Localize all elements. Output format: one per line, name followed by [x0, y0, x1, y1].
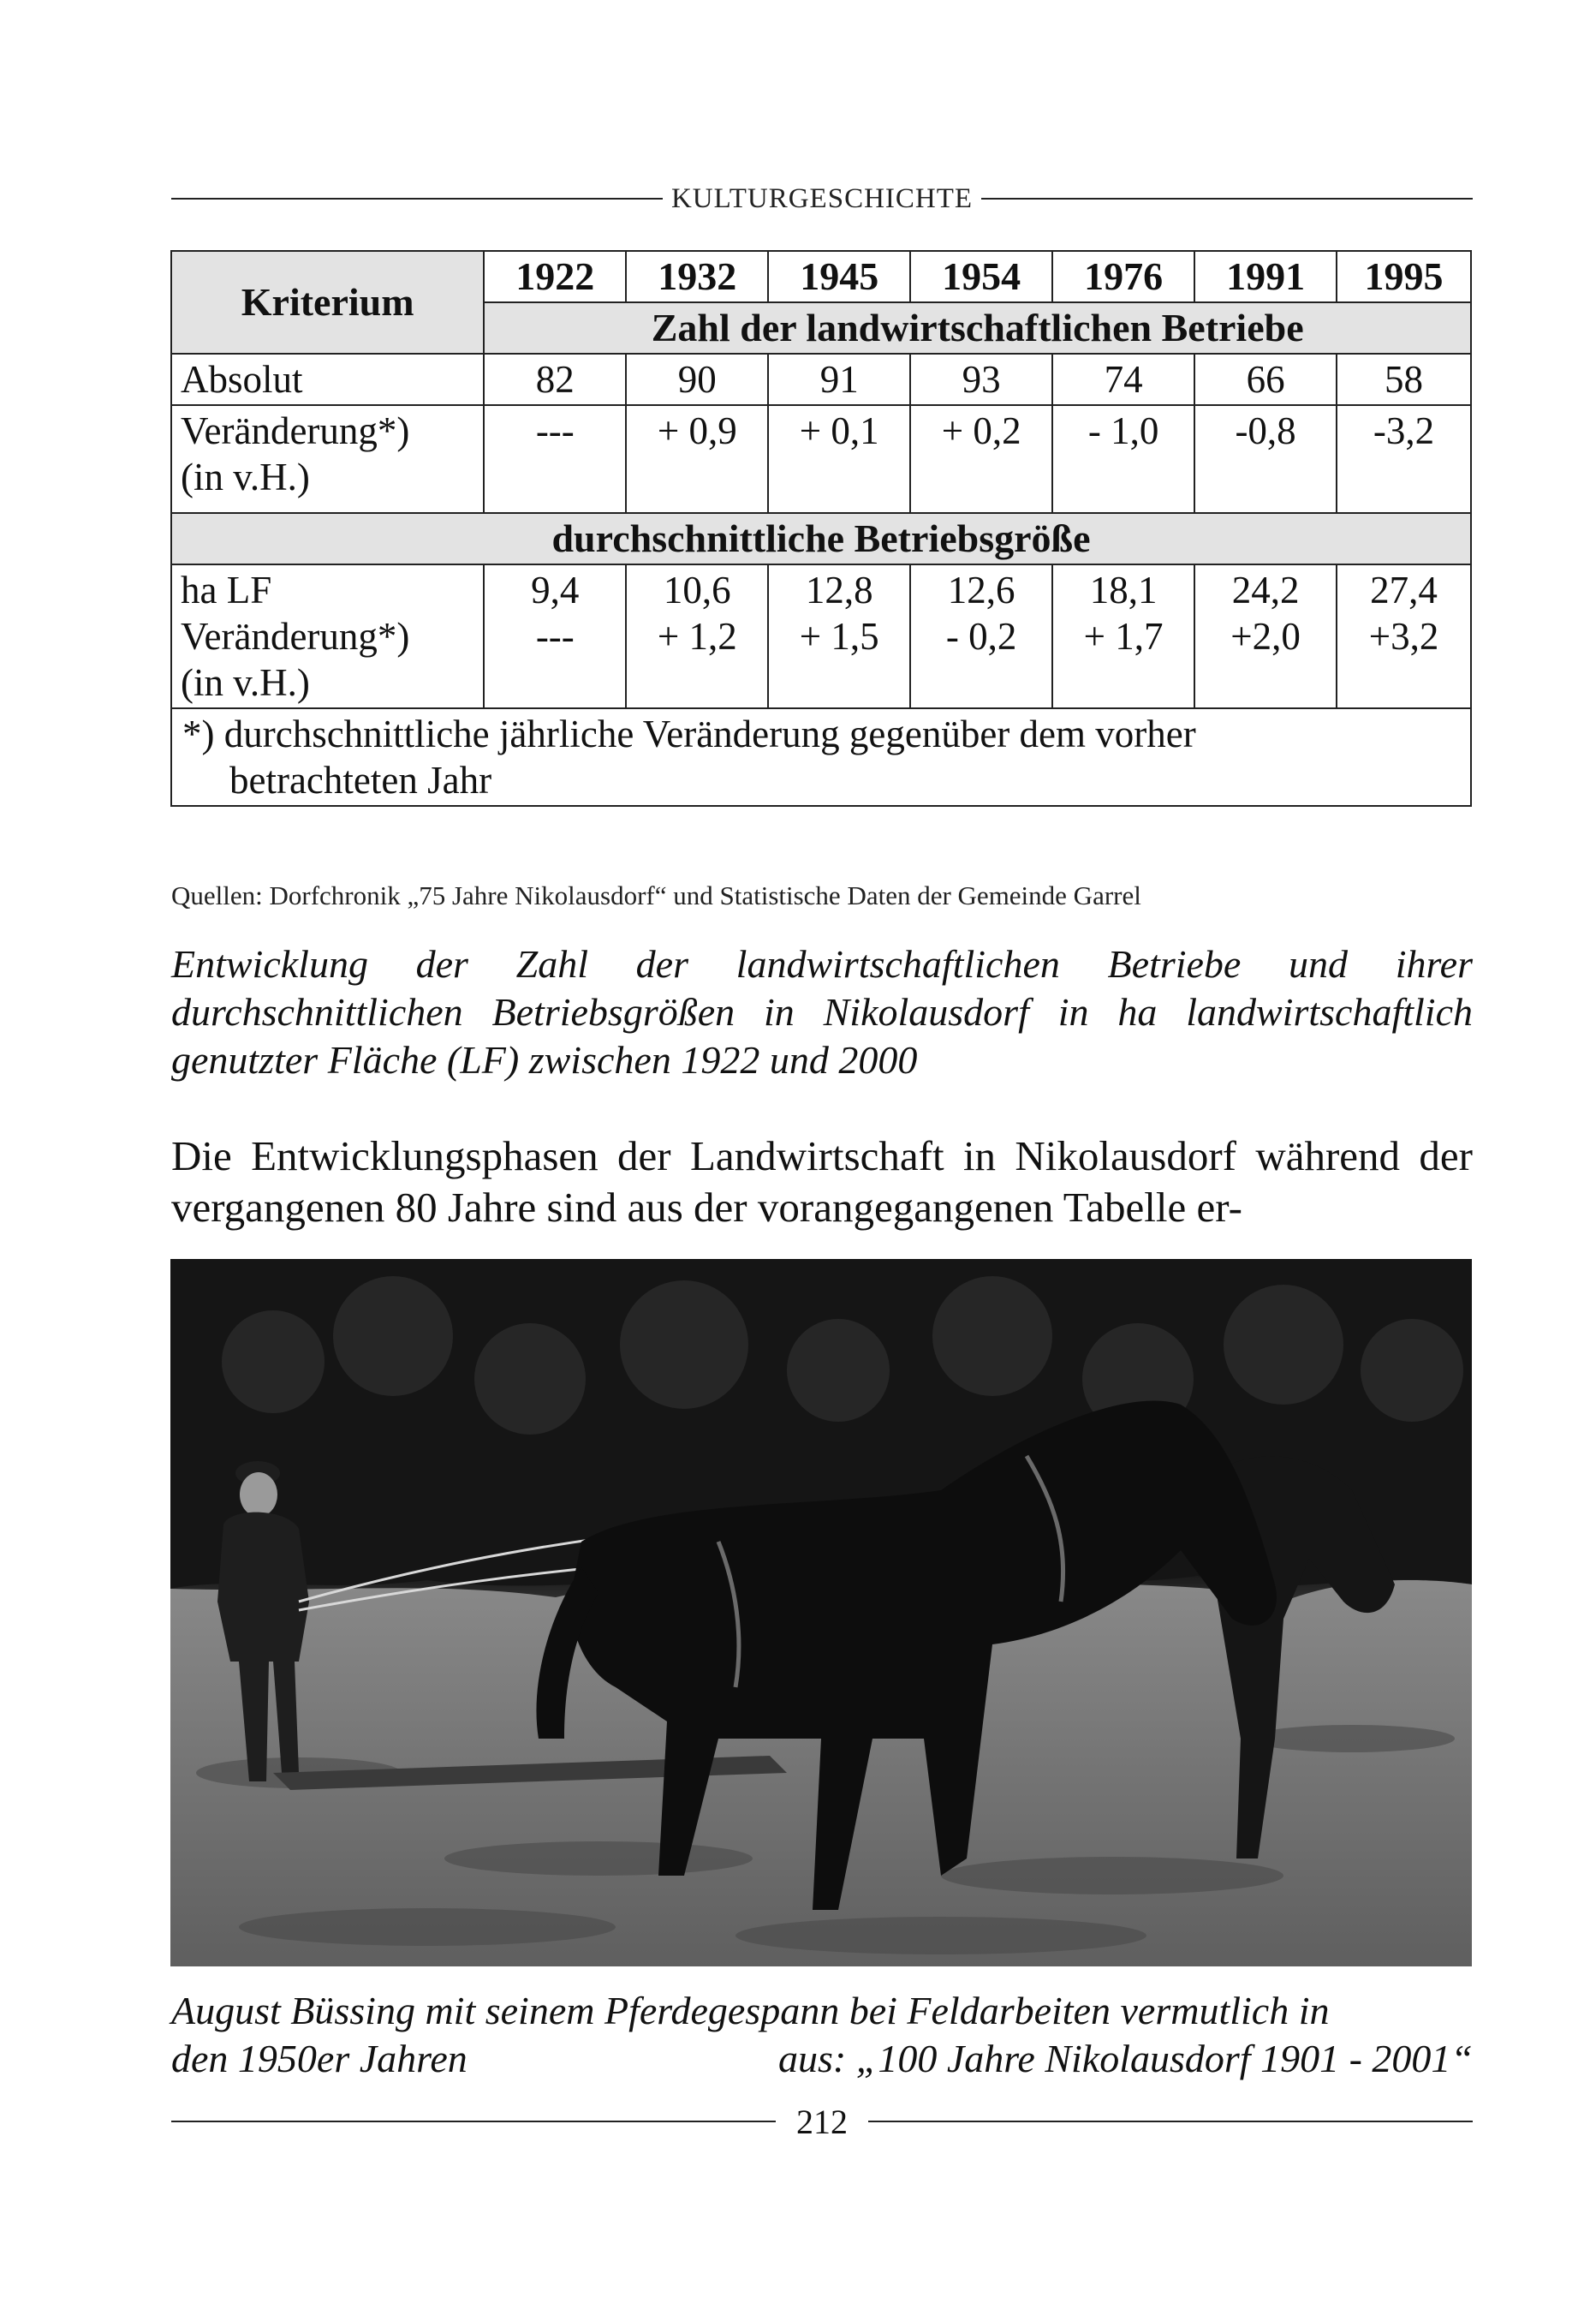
table-cell: 90	[626, 354, 768, 405]
table-cell: 58	[1337, 354, 1471, 405]
row-label-line: Veränderung*)	[181, 409, 410, 452]
running-header	[171, 182, 1473, 216]
table-cell: -0,8	[1194, 405, 1337, 513]
table-footnote	[171, 708, 1471, 806]
cell-value: 18,1	[1089, 569, 1158, 612]
section-heading-betriebsgroesse: durchschnittliche Betriebsgröße	[171, 513, 1471, 564]
table-cell	[484, 564, 626, 708]
photo-farmer-plowing-with-horses	[170, 1259, 1472, 1966]
cell-value: 12,8	[805, 569, 873, 612]
table-cell: + 0,9	[626, 405, 768, 513]
row-label: Absolut	[171, 354, 484, 405]
year-header: 1932	[626, 251, 768, 302]
year-header: 1945	[768, 251, 910, 302]
table-cell: 91	[768, 354, 910, 405]
footnote-line: *) durchschnittliche jährliche Veränderung gegenüber dem vorher	[182, 713, 1196, 755]
table-cell	[910, 564, 1052, 708]
row-label-line: Veränderung*)	[181, 615, 410, 658]
row-label-line: (in v.H.)	[181, 661, 310, 704]
year-header: 1954	[910, 251, 1052, 302]
table-cell	[1194, 564, 1337, 708]
table-cell: ---	[484, 405, 626, 513]
cell-value: 27,4	[1370, 569, 1438, 612]
year-header: 1991	[1194, 251, 1337, 302]
row-label	[171, 564, 484, 708]
cell-value: +2,0	[1230, 615, 1301, 658]
footnote-line: betrachteten Jahr	[229, 759, 492, 802]
table-cell	[626, 564, 768, 708]
row-label	[171, 405, 484, 513]
header-title: KULTURGESCHICHTE	[670, 182, 974, 214]
table-cell: 74	[1052, 354, 1194, 405]
table-row	[171, 564, 1471, 708]
year-header: 1922	[484, 251, 626, 302]
table-source: Quellen: Dorfchronik „75 Jahre Nikolausdorf“ und Statistische Daten der Gemeinde Garrel	[171, 880, 1141, 910]
cell-value: +3,2	[1368, 615, 1439, 658]
table-cell	[768, 564, 910, 708]
section-heading-betriebe: Zahl der landwirtschaftlichen Betriebe	[484, 302, 1471, 354]
row-label-line: ha LF	[181, 569, 272, 612]
page-footer	[171, 2100, 1473, 2143]
table-cell: -3,2	[1337, 405, 1471, 513]
cell-value: 10,6	[663, 569, 731, 612]
cell-value: 12,6	[947, 569, 1015, 612]
table-cell: - 1,0	[1052, 405, 1194, 513]
footer-rule-left	[171, 2121, 776, 2122]
header-rule-right	[981, 198, 1473, 200]
table-cell: 93	[910, 354, 1052, 405]
kriterium-header: Kriterium	[171, 251, 484, 354]
photo-caption	[171, 1987, 1473, 2083]
body-paragraph: Die Entwicklungsphasen der Landwirtschaft in Nikolausdorf während der vergangenen 80 Jahre sind aus der vorangegangenen Tabelle er-	[171, 1132, 1473, 1231]
page-number: 212	[796, 2102, 848, 2141]
footer-rule-right	[868, 2121, 1473, 2122]
photo-caption-date: den 1950er Jahren	[171, 2037, 467, 2080]
header-rule-left	[171, 198, 663, 200]
table-cell: + 0,2	[910, 405, 1052, 513]
photo-caption-line: August Büssing mit seinem Pferdegespann bei Feldarbeiten vermutlich in	[171, 1989, 1330, 2032]
cell-value: - 0,2	[945, 615, 1017, 658]
table-cell	[1337, 564, 1471, 708]
table-row	[171, 354, 1471, 405]
photo-caption-source: aus: „100 Jahre Nikolausdorf 1901 - 2001“	[778, 2037, 1473, 2080]
table-caption: Entwicklung der Zahl der landwirtschaftlichen Betriebe und ihrer durchschnittlichen Betriebsgrößen in Nikolausdorf in ha landwirtschaftlich genutzter Fläche (LF) zwischen 1922 und 2000	[171, 942, 1473, 1082]
table-cell: 82	[484, 354, 626, 405]
cell-value: + 1,2	[657, 615, 737, 658]
statistics-table	[170, 250, 1472, 807]
cell-value: ---	[535, 615, 575, 658]
table-cell	[1052, 564, 1194, 708]
year-header: 1995	[1337, 251, 1471, 302]
table-cell: + 0,1	[768, 405, 910, 513]
cell-value: + 1,7	[1083, 615, 1164, 658]
cell-value: 24,2	[1231, 569, 1300, 612]
row-label-line: (in v.H.)	[181, 456, 310, 498]
table-row	[171, 405, 1471, 513]
photo-caption-line	[171, 2035, 1473, 2083]
table-cell: 66	[1194, 354, 1337, 405]
cell-value: + 1,5	[799, 615, 879, 658]
year-header: 1976	[1052, 251, 1194, 302]
cell-value: 9,4	[531, 569, 580, 612]
